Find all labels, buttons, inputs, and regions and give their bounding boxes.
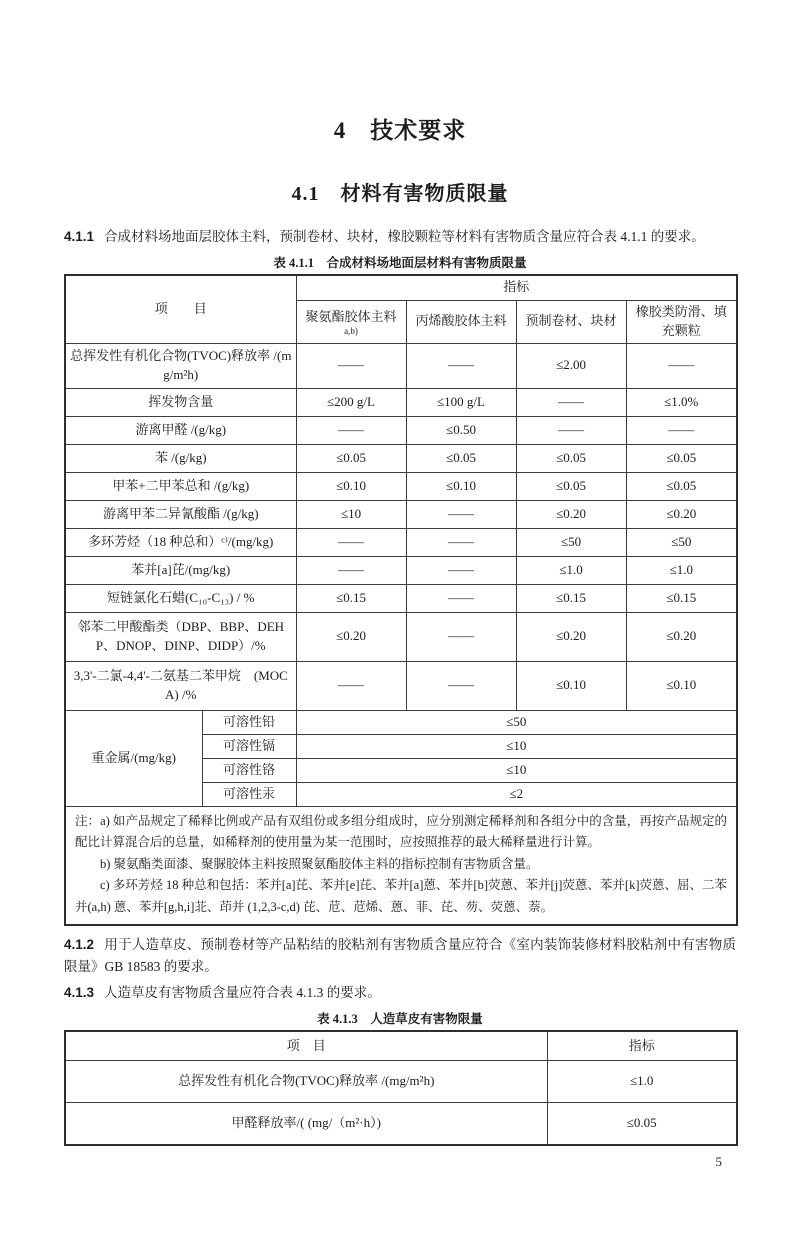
- row-value: ≤2.00: [516, 343, 626, 388]
- row-label: 苯并[a]芘/(mg/kg): [65, 556, 296, 584]
- row-value: ≤0.15: [296, 584, 406, 612]
- row-value: ——: [296, 416, 406, 444]
- heavy-metal-row: [65, 710, 737, 734]
- row-value: ——: [296, 556, 406, 584]
- clause-number: 4.1.2: [64, 937, 95, 953]
- item-header-cell: 项 目: [65, 1031, 547, 1061]
- table-notes-row: [65, 806, 737, 925]
- row-value: ≤0.05: [406, 444, 516, 472]
- row-value: ≤0.10: [516, 661, 626, 710]
- row-value: ≤0.15: [516, 584, 626, 612]
- row-value: ≤0.05: [516, 472, 626, 500]
- row-label: 游离甲苯二异氰酸酯 /(g/kg): [65, 500, 296, 528]
- clause-text: 用于人造草皮、预制卷材等产品粘结的胶粘剂有害物质含量应符合《室内装饰装修材料胶粘剂中有害物质限量》GB 18583 的要求。: [64, 937, 736, 975]
- row-value: ≤200 g/L: [296, 388, 406, 416]
- table-row: [65, 556, 737, 584]
- row-value: ——: [296, 661, 406, 710]
- row-value: ——: [516, 388, 626, 416]
- row-value: ≤100 g/L: [406, 388, 516, 416]
- table-4-1-3-caption: 表 4.1.3 人造草皮有害物限量: [317, 1011, 483, 1026]
- row-value: ≤0.20: [296, 612, 406, 661]
- table-row: [65, 444, 737, 472]
- column-header-superscript: a,b): [344, 325, 358, 336]
- note-a: 注：a) 如产品规定了稀释比例或产品有双组份或多组分组成时，应分别测定稀释剂和各组分中的含量，再按产品规定的配比计算混合后的总量，如稀释剂的使用量为某一范围时，应按照推荐的最大稀释量进行计算。: [75, 813, 728, 850]
- clause-text: 人造草皮有害物质含量应符合表 4.1.3 的要求。: [104, 985, 381, 1001]
- table-row: [65, 612, 737, 661]
- clause-text: 合成材料场地面层胶体主料，预制卷材、块材，橡胶颗粒等材料有害物质含量应符合表 4.1.1 的要求。: [104, 229, 705, 244]
- row-value: ——: [626, 416, 737, 444]
- heavy-metal-sublabel: 可溶性镉: [202, 734, 296, 758]
- row-value: ≤0.05: [626, 472, 737, 500]
- row-value: ≤0.20: [516, 612, 626, 661]
- row-label: 甲苯+二甲苯总和 /(g/kg): [65, 472, 296, 500]
- note-c: c) 多环芳烃 18 种总和包括：苯并[a]芘、苯并[e]芘、苯并[a]蒽、苯并[b]荧蒽、苯并[j]荧蒽、苯并[k]荧蒽、屈、二苯并(a,h) 蒽、苯并[g,h,i]苝、茚并 (1,2,3-c,d) 芘、苊、苊烯、蒽、菲、芘、芴、荧蒽、萘。: [75, 878, 728, 914]
- table-header-row: [65, 1031, 737, 1061]
- row-label: 苯 /(g/kg): [65, 444, 296, 472]
- note-b: b) 聚氨酯类面漆、聚脲胶体主料按照聚氨酯胶体主料的指标控制有害物质含量。: [100, 856, 539, 871]
- table-row: [65, 584, 737, 612]
- table-row: [65, 661, 737, 710]
- table-row: [65, 472, 737, 500]
- row-value: ≤1.0: [516, 556, 626, 584]
- row-value: ——: [406, 556, 516, 584]
- heavy-metal-group-label: 重金属/(mg/kg): [65, 710, 202, 806]
- row-value: ≤1.0: [547, 1060, 737, 1102]
- row-label: 3,3'-二氯-4,4'-二氨基二苯甲烷 (MOCA) /%: [65, 661, 296, 710]
- row-label: 挥发物含量: [65, 388, 296, 416]
- row-label: 总挥发性有机化合物(TVOC)释放率 /(mg/m²h): [65, 1060, 547, 1102]
- table-4-1-3: [64, 1030, 738, 1146]
- table-row: [65, 528, 737, 556]
- row-value: ≤50: [516, 528, 626, 556]
- subsection-heading: 4.1 材料有害物质限量: [291, 183, 509, 205]
- heavy-metal-value: ≤50: [296, 710, 737, 734]
- row-value: ≤10: [296, 500, 406, 528]
- table-row: [65, 1060, 737, 1102]
- row-value: ≤0.10: [296, 472, 406, 500]
- table-row: [65, 416, 737, 444]
- document-page: [0, 112, 800, 1243]
- table-notes: [65, 806, 737, 925]
- row-value: ≤0.20: [626, 500, 737, 528]
- table-header-row: [65, 275, 737, 301]
- row-value: ——: [406, 528, 516, 556]
- column-header: 丙烯酸胶体主料: [406, 300, 516, 343]
- row-value: ——: [406, 661, 516, 710]
- row-label: 邻苯二甲酸酯类（DBP、BBP、DEHP、DNOP、DINP、DIDP）/%: [65, 612, 296, 661]
- table-4-1-1: [64, 274, 738, 927]
- table-row: [65, 388, 737, 416]
- row-value: ——: [406, 500, 516, 528]
- row-value: ≤0.10: [406, 472, 516, 500]
- row-value: ≤0.20: [626, 612, 737, 661]
- row-value: ≤0.05: [516, 444, 626, 472]
- page-number: 5: [715, 1153, 722, 1169]
- row-value: ——: [296, 528, 406, 556]
- column-header: 预制卷材、块材: [516, 300, 626, 343]
- column-header: 橡胶类防滑、填充颗粒: [626, 300, 737, 343]
- row-value: ——: [296, 343, 406, 388]
- row-value: ≤0.05: [626, 444, 737, 472]
- column-header: [296, 300, 406, 343]
- row-value: ≤0.05: [296, 444, 406, 472]
- row-value: ≤0.15: [626, 584, 737, 612]
- row-label: 游离甲醛 /(g/kg): [65, 416, 296, 444]
- row-value: ≤1.0%: [626, 388, 737, 416]
- table-row: [65, 500, 737, 528]
- clause-4-1-2: [64, 934, 736, 978]
- row-value: ——: [406, 584, 516, 612]
- clause-number: 4.1.1: [64, 229, 95, 244]
- clause-4-1-3: [64, 982, 736, 1004]
- row-value: ——: [406, 343, 516, 388]
- table-row: [65, 343, 737, 388]
- row-value: ≤0.10: [626, 661, 737, 710]
- row-value: ≤0.20: [516, 500, 626, 528]
- row-label: 甲醛释放率/( (mg/（m²·h）): [65, 1102, 547, 1145]
- row-value: ≤0.05: [547, 1102, 737, 1145]
- row-value: ——: [626, 343, 737, 388]
- row-label: 短链氯化石蜡(C₁₀-C₁₃) / %: [65, 584, 296, 612]
- heavy-metal-value: ≤2: [296, 782, 737, 806]
- indicator-header-cell: 指标: [296, 275, 737, 301]
- table-4-1-1-caption: 表 4.1.1 合成材料场地面层材料有害物质限量: [273, 255, 527, 270]
- table-row: [65, 1102, 737, 1145]
- row-value: ——: [406, 612, 516, 661]
- page-content: [64, 112, 736, 1170]
- indicator-header-cell: 指标: [547, 1031, 737, 1061]
- row-value: ≤50: [626, 528, 737, 556]
- row-value: ≤1.0: [626, 556, 737, 584]
- item-header-cell: 项 目: [65, 275, 296, 344]
- row-label: 总挥发性有机化合物(TVOC)释放率 /(mg/m²h): [65, 343, 296, 388]
- heavy-metal-sublabel: 可溶性汞: [202, 782, 296, 806]
- clause-number: 4.1.3: [64, 985, 95, 1001]
- row-label: 多环芳烃（18 种总和）ᶜ⁾/(mg/kg): [65, 528, 296, 556]
- column-header-label: 聚氨酯胶体主料: [305, 308, 397, 324]
- heavy-metal-value: ≤10: [296, 758, 737, 782]
- heavy-metal-sublabel: 可溶性铬: [202, 758, 296, 782]
- row-value: ——: [516, 416, 626, 444]
- heavy-metal-sublabel: 可溶性铅: [202, 710, 296, 734]
- heavy-metal-value: ≤10: [296, 734, 737, 758]
- section-heading: 4 技术要求: [333, 118, 467, 143]
- row-value: ≤0.50: [406, 416, 516, 444]
- clause-4-1-1: [64, 226, 736, 248]
